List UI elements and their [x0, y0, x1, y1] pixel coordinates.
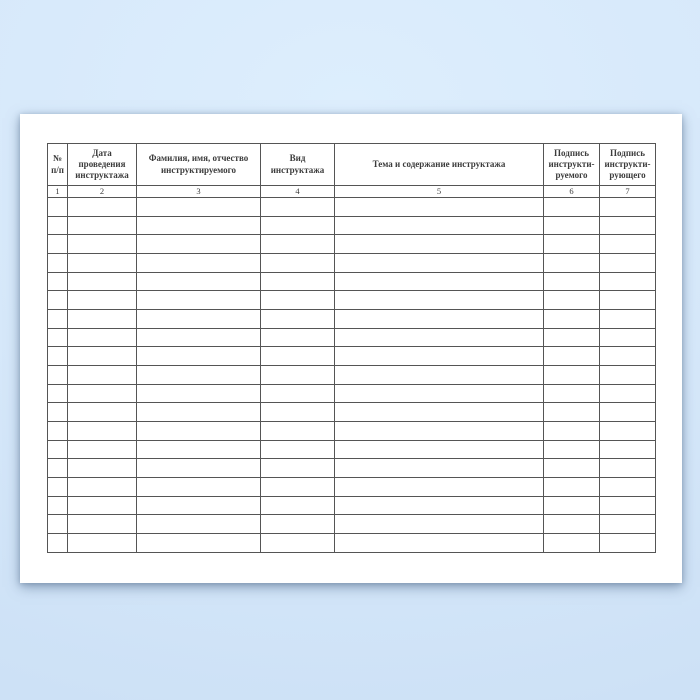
empty-rows [48, 198, 656, 553]
empty-cell [544, 198, 600, 217]
empty-cell [68, 272, 137, 291]
empty-cell [600, 422, 656, 441]
empty-row [48, 440, 656, 459]
empty-cell [600, 534, 656, 553]
empty-cell [544, 515, 600, 534]
empty-cell [137, 235, 261, 254]
empty-cell [68, 310, 137, 329]
empty-row [48, 198, 656, 217]
empty-cell [261, 459, 335, 478]
column-number: 7 [600, 186, 656, 198]
empty-cell [261, 198, 335, 217]
empty-cell [335, 272, 544, 291]
empty-cell [544, 216, 600, 235]
empty-cell [261, 422, 335, 441]
empty-cell [48, 496, 68, 515]
empty-cell [48, 478, 68, 497]
empty-cell [137, 328, 261, 347]
empty-cell [261, 235, 335, 254]
empty-cell [261, 496, 335, 515]
empty-cell [48, 310, 68, 329]
empty-cell [48, 459, 68, 478]
empty-row [48, 403, 656, 422]
empty-cell [600, 384, 656, 403]
empty-cell [544, 403, 600, 422]
empty-cell [335, 216, 544, 235]
empty-cell [137, 347, 261, 366]
empty-cell [261, 272, 335, 291]
empty-cell [137, 254, 261, 273]
empty-cell [335, 459, 544, 478]
empty-cell [600, 272, 656, 291]
empty-cell [600, 366, 656, 385]
empty-cell [48, 347, 68, 366]
empty-cell [261, 403, 335, 422]
column-number: 5 [335, 186, 544, 198]
empty-row [48, 216, 656, 235]
empty-cell [600, 310, 656, 329]
empty-cell [68, 384, 137, 403]
empty-cell [544, 310, 600, 329]
empty-cell [335, 478, 544, 497]
column-number: 4 [261, 186, 335, 198]
journal-page [20, 114, 682, 583]
empty-row [48, 328, 656, 347]
empty-row [48, 384, 656, 403]
empty-cell [261, 328, 335, 347]
empty-cell [600, 254, 656, 273]
empty-cell [600, 328, 656, 347]
column-number: 6 [544, 186, 600, 198]
column-header-name: Фамилия, имя, отчество инструктируемого [137, 144, 261, 186]
empty-cell [335, 347, 544, 366]
empty-cell [600, 291, 656, 310]
empty-cell [137, 478, 261, 497]
header-row [48, 144, 656, 186]
empty-cell [335, 198, 544, 217]
empty-cell [48, 422, 68, 441]
empty-row [48, 422, 656, 441]
empty-cell [48, 272, 68, 291]
empty-cell [600, 496, 656, 515]
instruction-journal-table [47, 143, 656, 553]
empty-cell [544, 235, 600, 254]
empty-cell [261, 216, 335, 235]
empty-cell [48, 254, 68, 273]
empty-cell [48, 403, 68, 422]
empty-cell [335, 515, 544, 534]
empty-cell [544, 459, 600, 478]
empty-cell [600, 515, 656, 534]
empty-cell [261, 440, 335, 459]
empty-cell [544, 291, 600, 310]
empty-cell [335, 422, 544, 441]
empty-cell [137, 459, 261, 478]
empty-cell [544, 366, 600, 385]
empty-cell [48, 384, 68, 403]
empty-cell [48, 534, 68, 553]
empty-cell [600, 459, 656, 478]
empty-cell [137, 384, 261, 403]
empty-cell [137, 440, 261, 459]
empty-cell [137, 198, 261, 217]
empty-cell [600, 198, 656, 217]
empty-cell [68, 403, 137, 422]
empty-row [48, 534, 656, 553]
empty-cell [137, 496, 261, 515]
empty-cell [335, 328, 544, 347]
empty-cell [48, 515, 68, 534]
empty-cell [335, 440, 544, 459]
empty-cell [68, 254, 137, 273]
empty-cell [600, 216, 656, 235]
empty-cell [68, 515, 137, 534]
empty-cell [335, 291, 544, 310]
empty-cell [137, 534, 261, 553]
empty-cell [544, 347, 600, 366]
empty-cell [68, 478, 137, 497]
empty-cell [137, 272, 261, 291]
empty-cell [261, 534, 335, 553]
empty-cell [335, 254, 544, 273]
empty-cell [261, 254, 335, 273]
empty-row [48, 272, 656, 291]
empty-cell [68, 496, 137, 515]
empty-cell [261, 310, 335, 329]
empty-row [48, 310, 656, 329]
empty-cell [68, 291, 137, 310]
empty-cell [261, 515, 335, 534]
column-number: 1 [48, 186, 68, 198]
empty-row [48, 235, 656, 254]
empty-cell [544, 384, 600, 403]
empty-cell [600, 347, 656, 366]
empty-cell [544, 496, 600, 515]
empty-cell [48, 366, 68, 385]
empty-cell [600, 440, 656, 459]
empty-cell [68, 366, 137, 385]
empty-cell [48, 440, 68, 459]
column-header-signature-instructor: Подпись инструкти-рующего [600, 144, 656, 186]
empty-cell [137, 366, 261, 385]
column-header-number: № п/п [48, 144, 68, 186]
column-header-type: Вид инструктажа [261, 144, 335, 186]
empty-cell [68, 216, 137, 235]
empty-cell [544, 254, 600, 273]
empty-cell [68, 534, 137, 553]
empty-cell [261, 366, 335, 385]
empty-cell [68, 347, 137, 366]
empty-cell [48, 291, 68, 310]
empty-row [48, 347, 656, 366]
empty-cell [335, 235, 544, 254]
empty-cell [261, 347, 335, 366]
empty-cell [261, 384, 335, 403]
empty-cell [137, 403, 261, 422]
empty-cell [544, 534, 600, 553]
column-header-date: Дата проведения инструктажа [68, 144, 137, 186]
column-number: 2 [68, 186, 137, 198]
empty-cell [335, 403, 544, 422]
empty-cell [68, 440, 137, 459]
empty-cell [600, 478, 656, 497]
empty-cell [544, 478, 600, 497]
empty-cell [137, 310, 261, 329]
empty-row [48, 496, 656, 515]
column-number: 3 [137, 186, 261, 198]
column-header-topic: Тема и содержание инструктажа [335, 144, 544, 186]
empty-cell [48, 216, 68, 235]
empty-cell [335, 384, 544, 403]
empty-cell [335, 534, 544, 553]
empty-row [48, 291, 656, 310]
empty-cell [261, 291, 335, 310]
empty-cell [261, 478, 335, 497]
empty-cell [600, 403, 656, 422]
empty-row [48, 254, 656, 273]
column-number-row [48, 186, 656, 198]
empty-cell [48, 198, 68, 217]
empty-cell [137, 216, 261, 235]
empty-cell [137, 291, 261, 310]
empty-cell [137, 515, 261, 534]
empty-cell [544, 272, 600, 291]
empty-row [48, 366, 656, 385]
empty-cell [544, 440, 600, 459]
empty-cell [68, 459, 137, 478]
empty-cell [544, 328, 600, 347]
empty-cell [335, 366, 544, 385]
empty-cell [137, 422, 261, 441]
empty-row [48, 478, 656, 497]
empty-cell [48, 235, 68, 254]
empty-cell [68, 198, 137, 217]
empty-row [48, 459, 656, 478]
empty-cell [600, 235, 656, 254]
empty-cell [48, 328, 68, 347]
empty-cell [544, 422, 600, 441]
empty-cell [68, 328, 137, 347]
empty-row [48, 515, 656, 534]
column-header-signature-instructed: Подпись инструкти-руемого [544, 144, 600, 186]
empty-cell [335, 310, 544, 329]
empty-cell [68, 422, 137, 441]
empty-cell [335, 496, 544, 515]
empty-cell [68, 235, 137, 254]
